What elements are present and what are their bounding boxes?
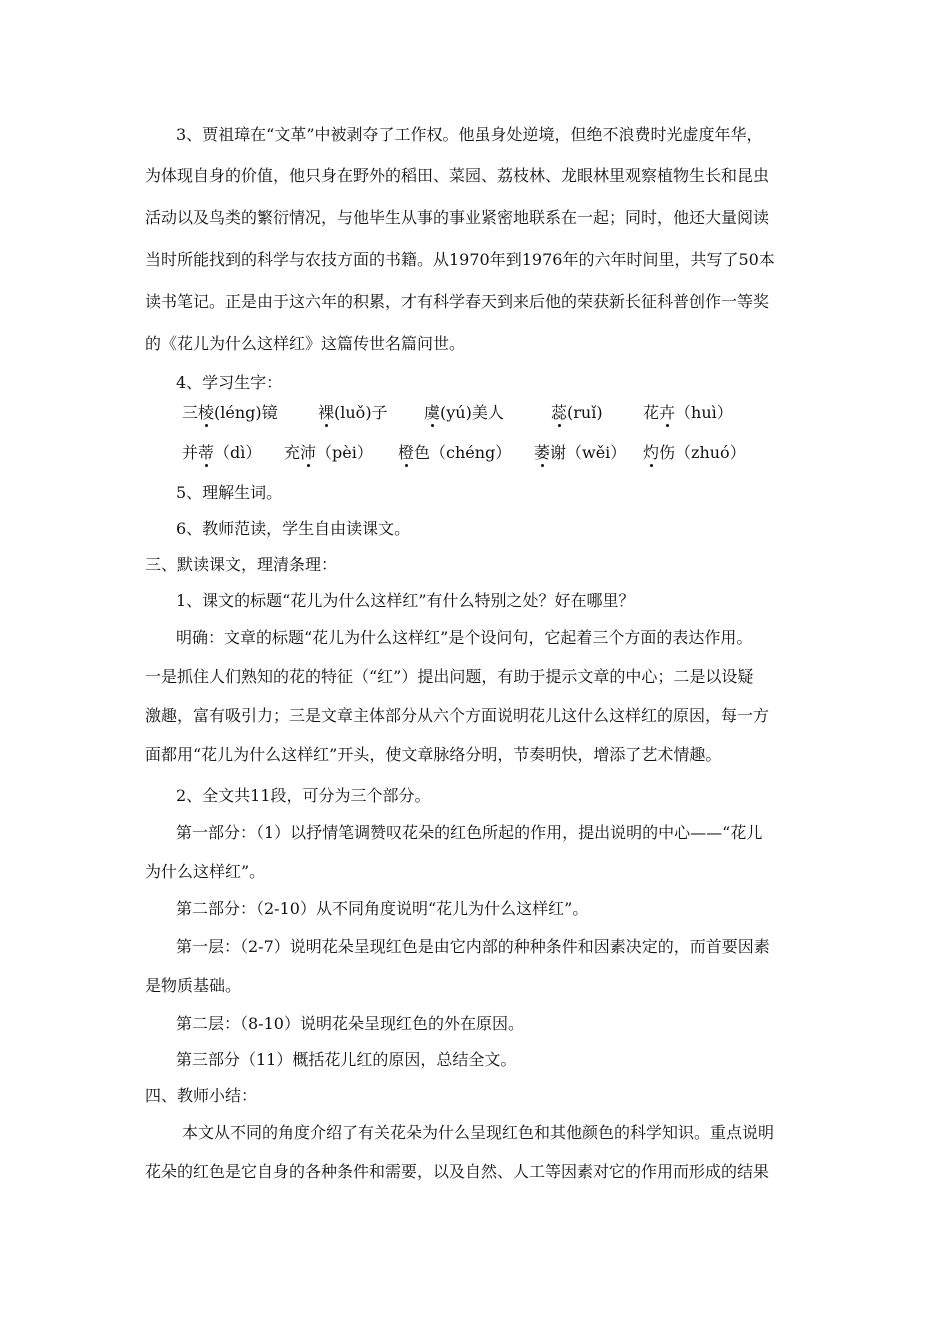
answer-1-line-4: 面都用“花儿为什么这样红”开头，使文章脉络分明，节奏明快，增添了艺术情趣。	[145, 745, 722, 764]
summary-line-2: 花朵的红色是它自身的各种条件和需要，以及自然、人工等因素对它的作用而形成的结果	[145, 1162, 770, 1181]
vocab-word: 花卉（huì）	[643, 403, 733, 422]
item-5: 5、理解生词。	[176, 483, 283, 502]
vocab-word: 裸(luǒ)子	[318, 403, 388, 422]
layer-1-line-1: 第一层：（2-7）说明花朵呈现红色是由它内部的种种条件和因素决定的，而首要因素	[176, 937, 770, 956]
paragraph-3-line-3: 活动以及鸟类的繁衍情况，与他毕生从事的事业紧密地联系在一起；同时，他还大量阅读	[145, 208, 770, 227]
item-4-heading: 4、学习生字：	[176, 373, 283, 392]
vocab-word: 虞(yú)美人	[424, 403, 504, 422]
part-2: 第二部分：（2-10）从不同角度说明“花儿为什么这样红”。	[176, 899, 589, 918]
vocab-word: 充沛（pèi）	[284, 443, 373, 462]
answer-1-line-2: 一是抓住人们熟知的花的特征（“红”）提出问题，有助于提示文章的中心；二是以设疑	[145, 667, 754, 686]
vocab-word: 并蒂（dì）	[182, 443, 262, 462]
paragraph-3-line-1: 3、贾祖璋在“文革”中被剥夺了工作权。他虽身处逆境，但绝不浪费时光虚度年华，	[176, 125, 763, 144]
answer-1-line-3: 激趣，富有吸引力；三是文章主体部分从六个方面说明花儿这什么这样红的原因，每一方	[145, 706, 770, 725]
section-3-heading: 三、默读课文，理清条理：	[145, 555, 338, 574]
vocab-word: 萎谢（wěi）	[534, 443, 627, 462]
paragraph-3-line-4: 当时所能找到的科学与农技方面的书籍。从1970年到1976年的六年时间里，共写了50本	[145, 250, 775, 269]
layer-2: 第二层：（8-10）说明花朵呈现红色的外在原因。	[176, 1014, 524, 1033]
part-3: 第三部分（11）概括花儿红的原因，总结全文。	[176, 1050, 517, 1069]
paragraph-3-line-6: 的《花儿为什么这样红》这篇传世名篇问世。	[145, 334, 466, 353]
layer-1-line-2: 是物质基础。	[145, 976, 242, 995]
answer-1-line-1: 明确：文章的标题“花儿为什么这样红”是个设问句，它起着三个方面的表达作用。	[176, 628, 753, 647]
question-1: 1、课文的标题“花儿为什么这样红”有什么特别之处？好在哪里？	[176, 591, 635, 610]
part-1-line-1: 第一部分：（1）以抒情笔调赞叹花朵的红色所起的作用，提出说明的中心——“花儿	[176, 823, 763, 842]
question-2: 2、全文共11段，可分为三个部分。	[176, 786, 431, 805]
paragraph-3-line-2: 为体现自身的价值，他只身在野外的稻田、菜园、荔枝林、龙眼林里观察植物生长和昆虫	[145, 166, 770, 185]
paragraph-3-line-5: 读书笔记。正是由于这六年的积累，才有科学春天到来后他的荣获新长征科普创作一等奖	[145, 292, 770, 311]
summary-line-1: 本文从不同的角度介绍了有关花朵为什么呈现红色和其他颜色的科学知识。重点说明	[182, 1123, 775, 1142]
vocab-word: 橙色（chéng）	[398, 443, 512, 462]
vocab-word: 蕊(ruǐ)	[551, 403, 603, 422]
item-6: 6、教师范读，学生自由读课文。	[176, 519, 411, 538]
section-4-heading: 四、教师小结：	[145, 1086, 258, 1105]
part-1-line-2: 为什么这样红”。	[145, 862, 266, 881]
vocab-word: 三棱(léng)镜	[182, 403, 278, 422]
vocab-word: 灼伤（zhuó）	[643, 443, 746, 462]
